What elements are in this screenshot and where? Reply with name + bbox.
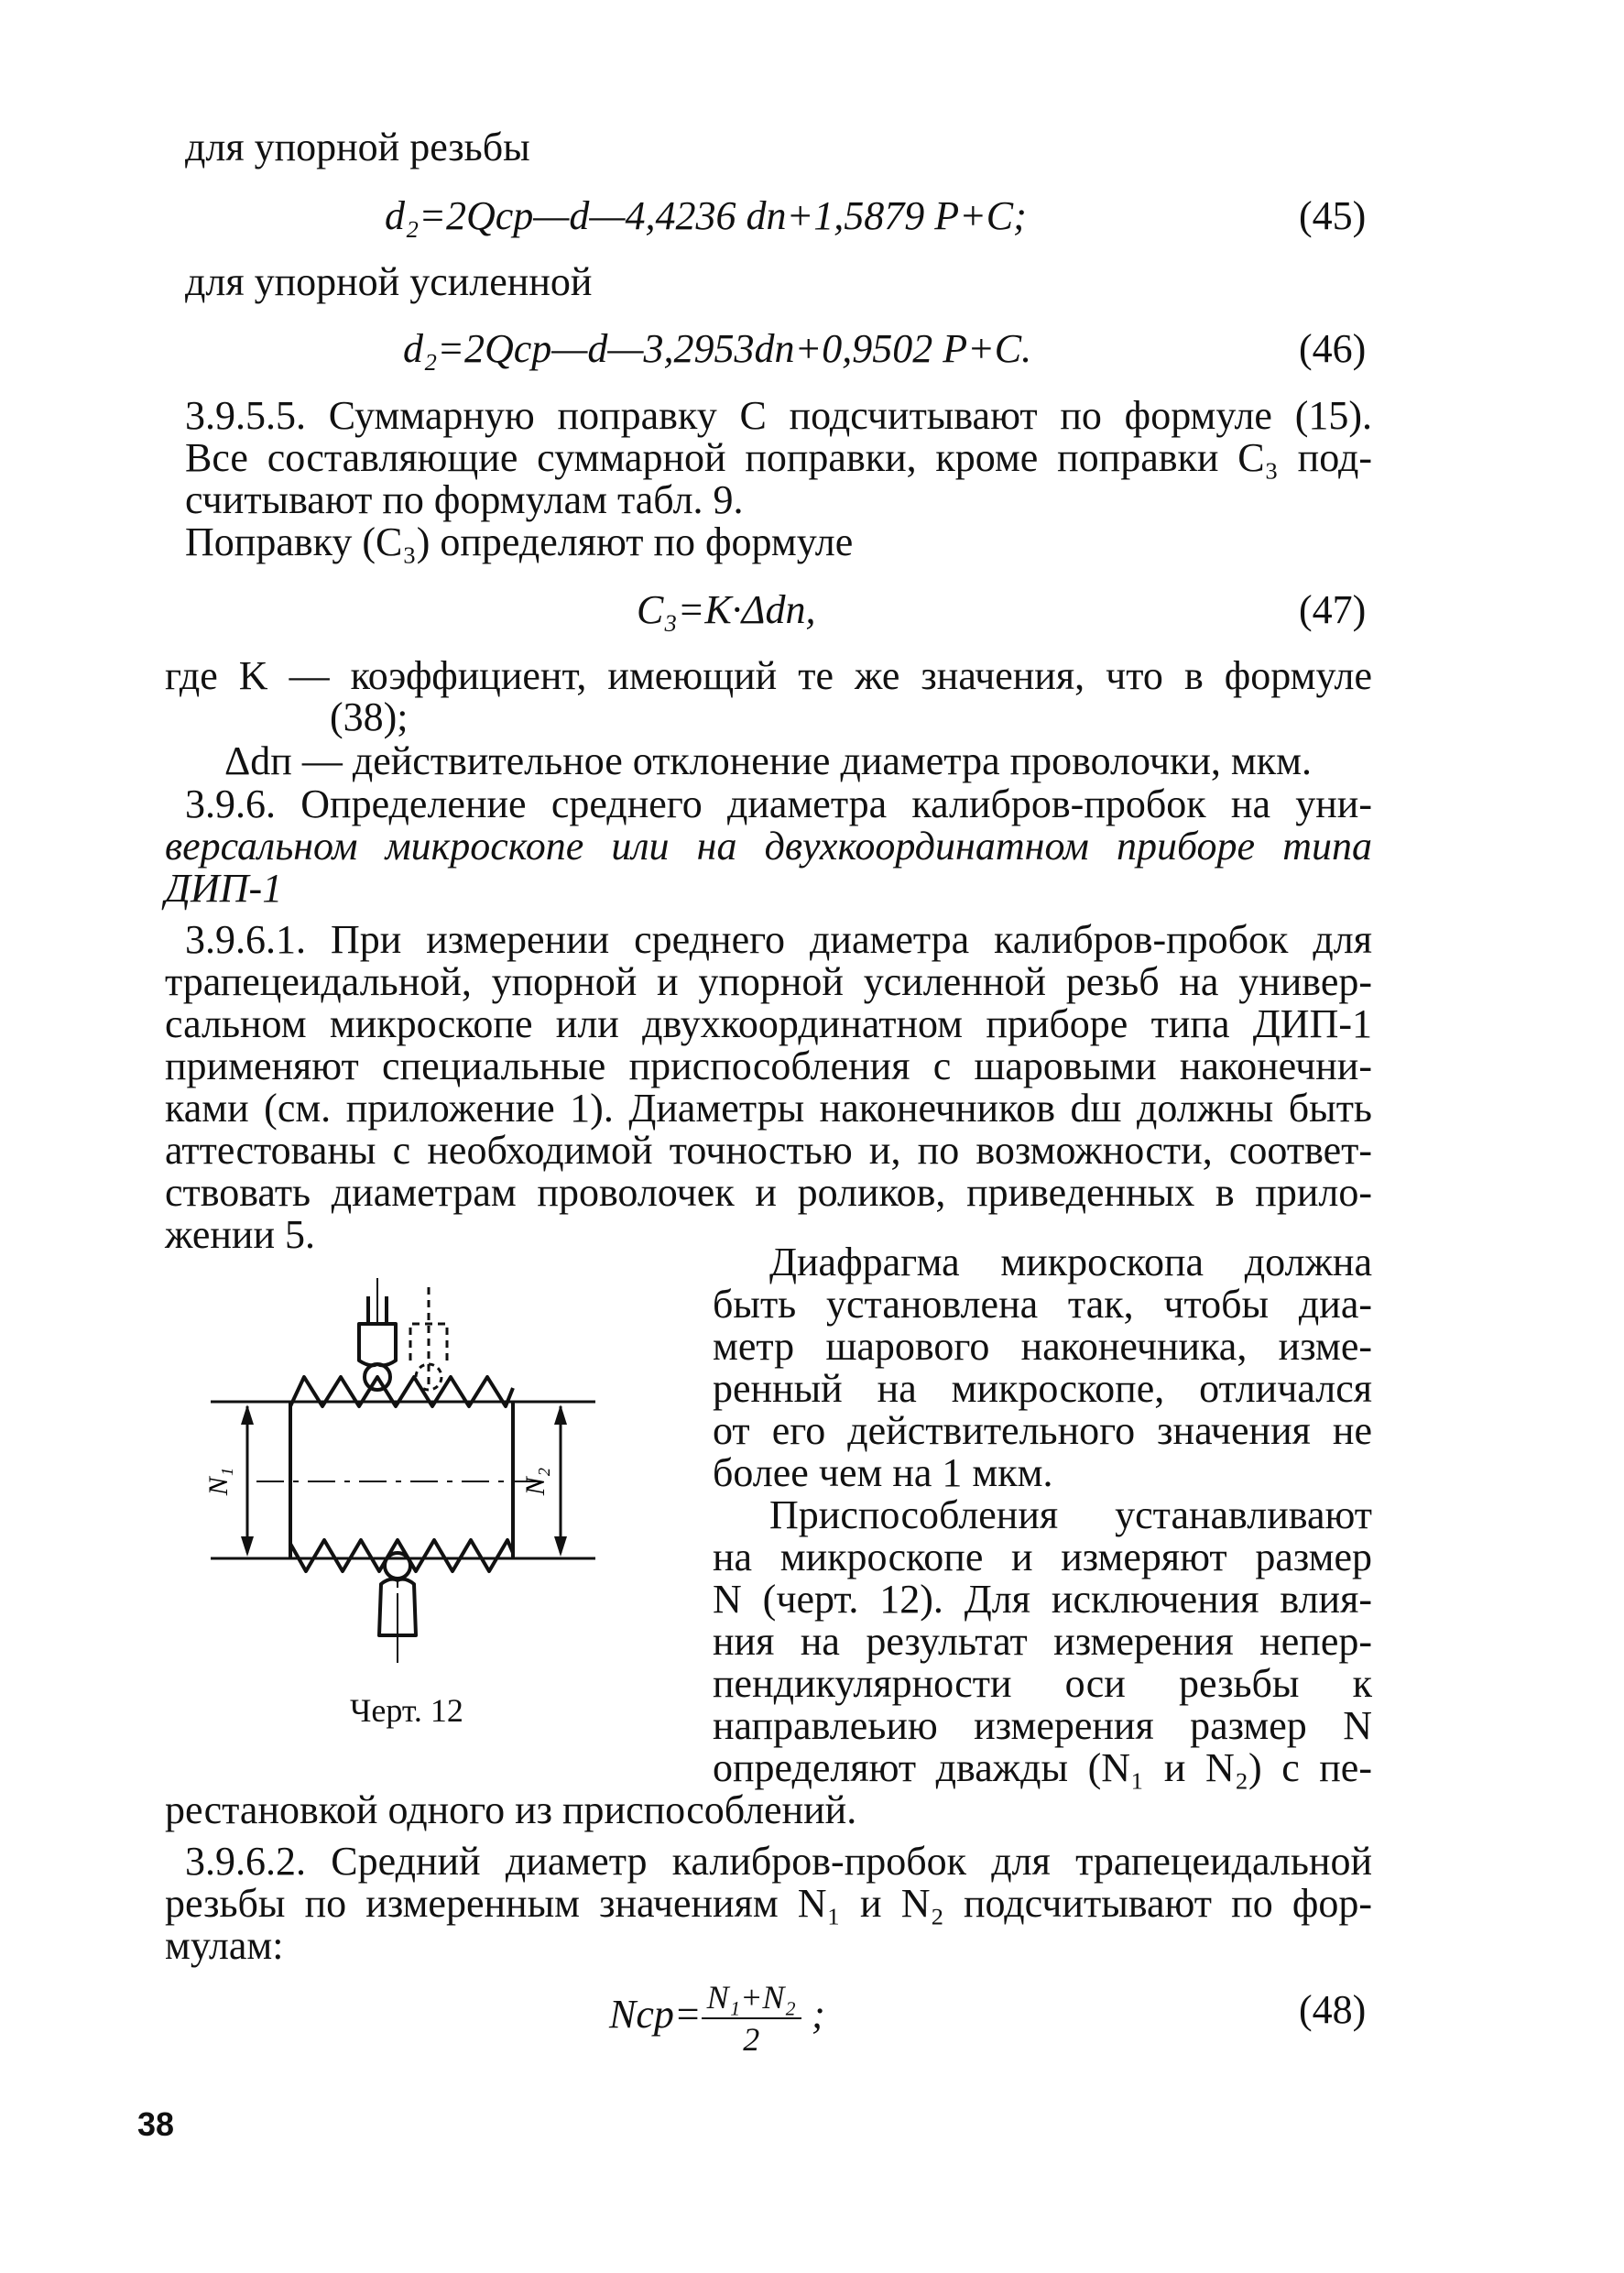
text-line: пендикулярности оси резьбы к bbox=[713, 1661, 1372, 1706]
fraction: $\frac{\text{N₁+N₂}}{2}$ bbox=[702, 1979, 801, 2058]
text-line: рестановкой одного из приспособлений. bbox=[165, 1787, 857, 1832]
text-line: метр шарового наконечника, изме- bbox=[713, 1324, 1372, 1369]
page-number: 38 bbox=[137, 2105, 175, 2143]
formula-47: C₃=K·Δdп, bbox=[637, 587, 816, 632]
text-line: N (черт. 12). Для исключения влия- bbox=[713, 1577, 1372, 1622]
text-line: где K — коэффициент, имеющий те же значения, что в формуле bbox=[165, 653, 1372, 698]
text-line: определяют дважды (N₁ и N₂) с пе- bbox=[713, 1745, 1372, 1790]
text-line: трапецеидальной, упорной и упорной усиленной резьб на универ- bbox=[165, 959, 1372, 1004]
text-line: Δdп — действительное отклонение диаметра проволочки, мкм. bbox=[224, 738, 1312, 783]
section-heading: ДИП-1 bbox=[165, 866, 283, 911]
formula-48: Nср= $\frac{\text{N₁+N₂}}{2}$ ; bbox=[609, 1979, 825, 2058]
text-line: 3.9.6.2. Средний диаметр калибров-пробок для трапецеидальной bbox=[185, 1839, 1372, 1884]
text-line: 3.9.5.5. Суммарную поправку C подсчитывают по формуле (15). bbox=[185, 393, 1372, 438]
text-line: быть установлена так, чтобы диа- bbox=[713, 1282, 1372, 1327]
equation-number-45: (45) bbox=[1299, 193, 1367, 238]
text-line: мулам: bbox=[165, 1923, 284, 1968]
thread-plug-gauge-drawing bbox=[202, 1269, 605, 1672]
text-line: от его действительного значения не bbox=[713, 1408, 1372, 1453]
text-line: для упорной усиленной bbox=[185, 259, 593, 304]
text-line: аттестованы с необходимой точностью и, по возможности, соответ- bbox=[165, 1128, 1372, 1173]
formula-46: d₂=2Qср—d—3,2953dп+0,9502 P+C. bbox=[403, 326, 1032, 371]
text-line: ния на результат измерения непер- bbox=[713, 1619, 1372, 1664]
text-line: более чем на 1 мкм. bbox=[713, 1450, 1053, 1495]
text-line: Поправку (C₃) определяют по формуле bbox=[185, 519, 854, 564]
text-line: 3.9.6.1. При измерении среднего диаметра калибров-пробок для bbox=[185, 917, 1372, 962]
dimension-label-n2: N₂ bbox=[520, 1467, 550, 1496]
section-heading: 3.9.6. Определение среднего диаметра калибров-пробок на уни- bbox=[185, 781, 1372, 826]
text-line: Диафрагма микроскопа должна bbox=[769, 1240, 1372, 1284]
equation-number-47: (47) bbox=[1299, 587, 1367, 632]
text-line: для упорной резьбы bbox=[185, 125, 530, 169]
text-line: ствовать диаметрам проволочек и роликов, приведенных в прило- bbox=[165, 1170, 1372, 1215]
text-line: резьбы по измеренным значениям N₁ и N₂ подсчитывают по фор- bbox=[165, 1881, 1372, 1926]
text-line: (38); bbox=[330, 694, 409, 739]
formula-45: d₂=2Qср—d—4,4236 dп+1,5879 P+C; bbox=[385, 193, 1027, 238]
text-line: применяют специальные приспособления с шаровыми наконечни- bbox=[165, 1044, 1372, 1088]
text-line: ками (см. приложение 1). Диаметры наконечников dш должны быть bbox=[165, 1086, 1372, 1131]
text-line: ренный на микроскопе, отличался bbox=[713, 1366, 1372, 1411]
text-line: жении 5. bbox=[165, 1212, 315, 1257]
figure-caption: Черт. 12 bbox=[350, 1692, 463, 1729]
text-line: считывают по формулам табл. 9. bbox=[185, 477, 744, 522]
equation-number-46: (46) bbox=[1299, 326, 1367, 371]
text-line: Все составляющие суммарной поправки, кроме поправки C₃ под- bbox=[185, 435, 1372, 480]
equation-number-48: (48) bbox=[1299, 1987, 1367, 2032]
text-line: на микроскопе и измеряют размер bbox=[713, 1535, 1372, 1579]
section-heading: версальном микроскопе или на двухкоординатном приборе типа bbox=[165, 824, 1372, 869]
text-line: направлеьию измерения размер N bbox=[713, 1703, 1372, 1748]
dimension-label-n1: N₁ bbox=[203, 1467, 234, 1496]
text-line: сальном микроскопе или двухкоординатном приборе типа ДИП-1 bbox=[165, 1001, 1372, 1046]
text-line: Приспособления устанавливают bbox=[769, 1492, 1372, 1537]
